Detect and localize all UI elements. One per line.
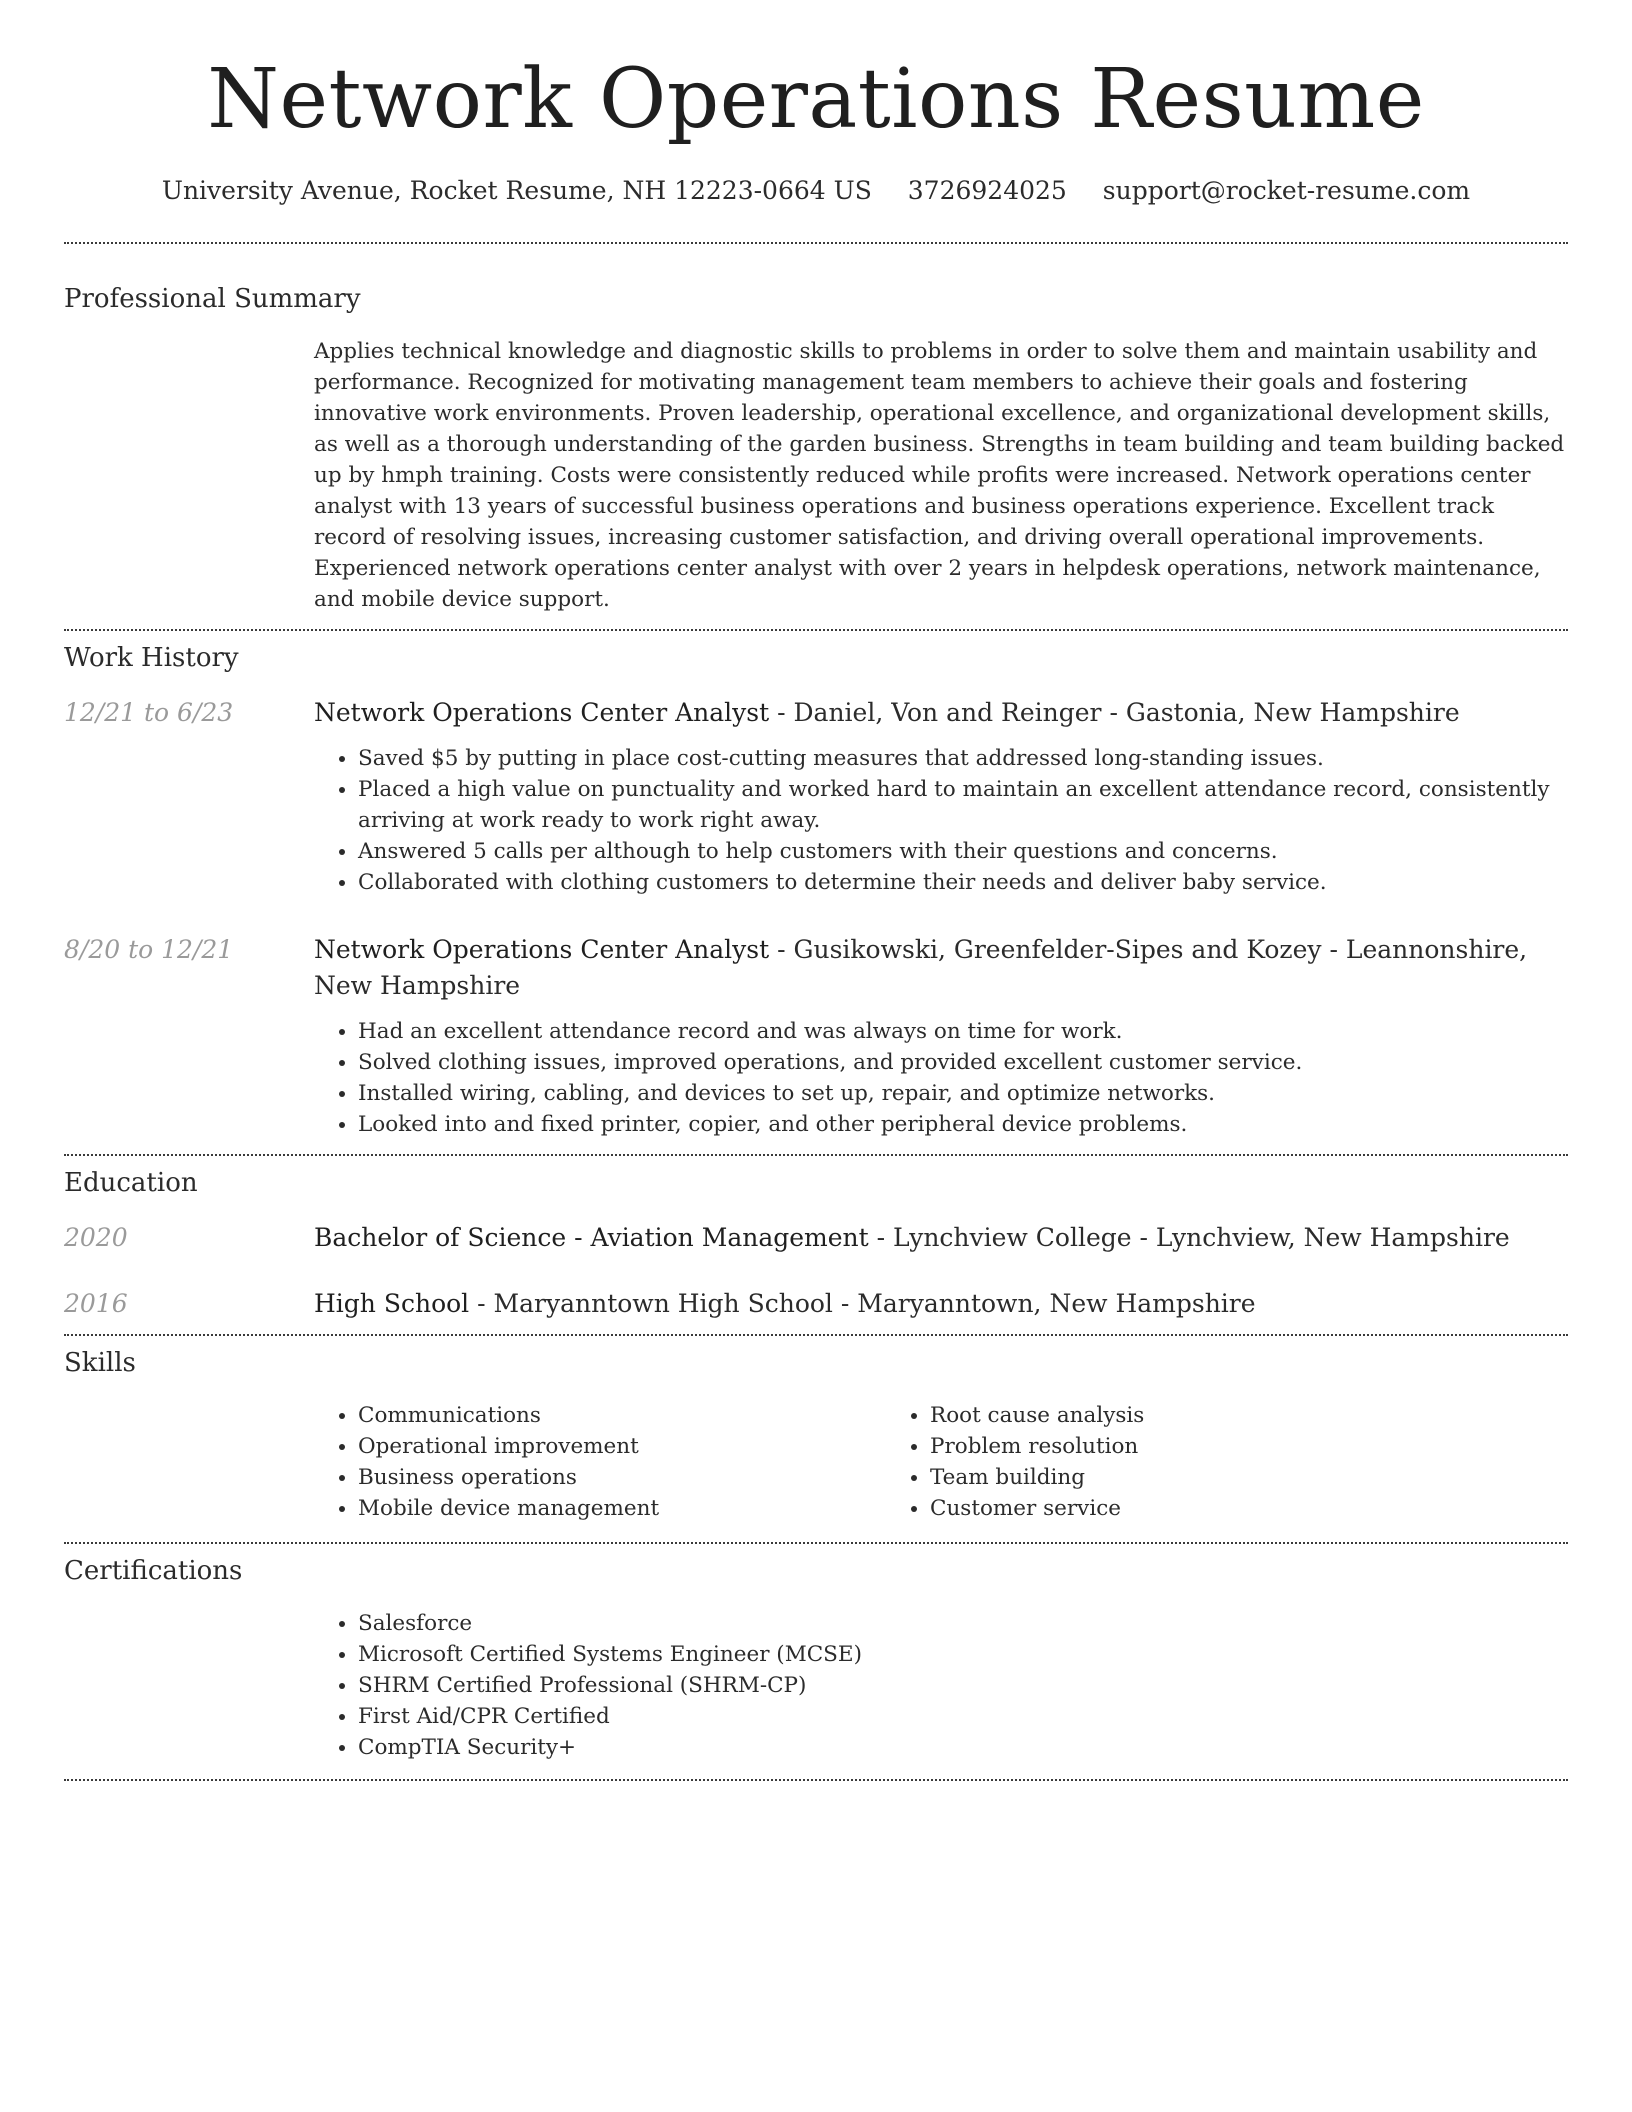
resume-title: Network Operations Resume	[207, 52, 1425, 147]
list-item: • Had an excellent attendance record and was always on time for work.	[358, 1016, 1568, 1047]
certifications-list	[64, 1608, 1568, 1763]
job-entry	[64, 932, 1568, 1140]
list-item: • Looked into and fixed printer, copier, and other peripheral device problems.	[358, 1109, 1568, 1140]
skill-item: • Problem resolution	[930, 1431, 1458, 1462]
work-history-section	[64, 631, 1568, 1140]
list-item: • Solved clothing issues, improved operations, and provided excellent customer service.	[358, 1047, 1568, 1078]
education-year: 2016	[64, 1289, 128, 1318]
certification-item: • Salesforce	[358, 1608, 1568, 1639]
education-school: - Lynchview College - Lynchview, New Hampshire	[868, 1223, 1510, 1252]
contact-phone: 3726924025	[907, 176, 1067, 205]
list-item: • Saved $5 by putting in place cost-cutting measures that addressed long-standing issues.	[358, 743, 1568, 774]
job-header	[64, 695, 1568, 731]
education-entry	[64, 1220, 1568, 1256]
education-entry	[64, 1286, 1568, 1322]
skill-item: • Root cause analysis	[930, 1400, 1458, 1431]
education-degree: Bachelor of Science - Aviation Management	[314, 1223, 869, 1252]
skill-item: • Customer service	[930, 1493, 1458, 1524]
job-entry	[64, 695, 1568, 898]
divider	[64, 1779, 1568, 1781]
skill-item: • Team building	[930, 1462, 1458, 1493]
section-title-certifications: Certifications	[64, 1556, 243, 1586]
job-header	[64, 932, 1568, 1004]
section-title-summary: Professional Summary	[64, 284, 361, 314]
certifications-section	[64, 1544, 1568, 1763]
job-dates: 12/21 to 6/23	[64, 698, 234, 727]
section-title-education: Education	[64, 1168, 198, 1198]
skill-item: • Operational improvement	[358, 1431, 886, 1462]
summary-section	[64, 244, 1568, 615]
skill-item: • Communications	[358, 1400, 886, 1431]
skills-list-right	[886, 1400, 1458, 1524]
section-title-work-history: Work History	[64, 643, 239, 673]
skills-section	[64, 1336, 1568, 1524]
job-employer: - Daniel, Von and Reinger - Gastonia, New Hampshire	[769, 698, 1460, 727]
list-item: • Answered 5 calls per although to help customers with their questions and concerns.	[358, 836, 1568, 867]
job-bullets	[64, 743, 1568, 898]
education-section	[64, 1156, 1568, 1322]
skill-item: • Mobile device management	[358, 1493, 886, 1524]
education-heading	[314, 1220, 1568, 1256]
list-item: • Collaborated with clothing customers to determine their needs and deliver baby service.	[358, 867, 1568, 898]
job-dates: 8/20 to 12/21	[64, 935, 234, 964]
contact-address: University Avenue, Rocket Resume, NH 12223-0664 US	[161, 176, 872, 205]
list-item: • Installed wiring, cabling, and devices to set up, repair, and optimize networks.	[358, 1078, 1568, 1109]
skills-list-left	[314, 1400, 886, 1524]
education-school: - Maryanntown High School - Maryanntown, New Hampshire	[469, 1289, 1256, 1318]
education-year: 2020	[64, 1223, 128, 1252]
education-degree: High School	[314, 1289, 470, 1318]
job-heading	[314, 932, 1568, 1004]
skill-item: • Business operations	[358, 1462, 886, 1493]
job-bullets	[64, 1016, 1568, 1140]
certification-item: • SHRM Certified Professional (SHRM-CP)	[358, 1670, 1568, 1701]
list-item: • Placed a high value on punctuality and worked hard to maintain an excellent attendance record, consistently arriving at work ready to work right away.	[358, 774, 1568, 836]
summary-text: Applies technical knowledge and diagnostic skills to problems in order to solve them and maintain usability and performance. Recognized for motivating management team members to achieve their goals and fostering innovative work environments. Proven leadership, operational excellence, and organizational development skills, as well as a thorough understanding of the garden business. Strengths in team building and team building backed up by hmph training. Costs were consistently reduced while profits were increased. Network operations center analyst with 13 years of successful business operations and business operations experience. Excellent track record of resolving issues, increasing customer satisfaction, and driving overall operational improvements. Experienced network operations center analyst with over 2 years in helpdesk operations, network maintenance, and mobile device support.	[314, 339, 1565, 612]
section-title-skills: Skills	[64, 1348, 136, 1378]
contact-line	[64, 174, 1568, 208]
certification-item: • CompTIA Security+	[358, 1732, 1568, 1763]
certification-item: • First Aid/CPR Certified	[358, 1701, 1568, 1732]
resume-header	[64, 0, 1568, 208]
job-position: Network Operations Center Analyst	[314, 935, 770, 964]
skills-grid	[314, 1400, 1568, 1524]
certification-item: • Microsoft Certified Systems Engineer (MCSE)	[358, 1639, 1568, 1670]
job-position: Network Operations Center Analyst	[314, 698, 770, 727]
job-employer: - Gusikowski, Greenfelder-Sipes and Kozey - Leannonshire, New Hampshire	[314, 935, 1528, 1000]
education-heading	[314, 1286, 1568, 1322]
job-heading	[314, 695, 1568, 731]
contact-email[interactable]: support@rocket-resume.com	[1102, 176, 1471, 205]
